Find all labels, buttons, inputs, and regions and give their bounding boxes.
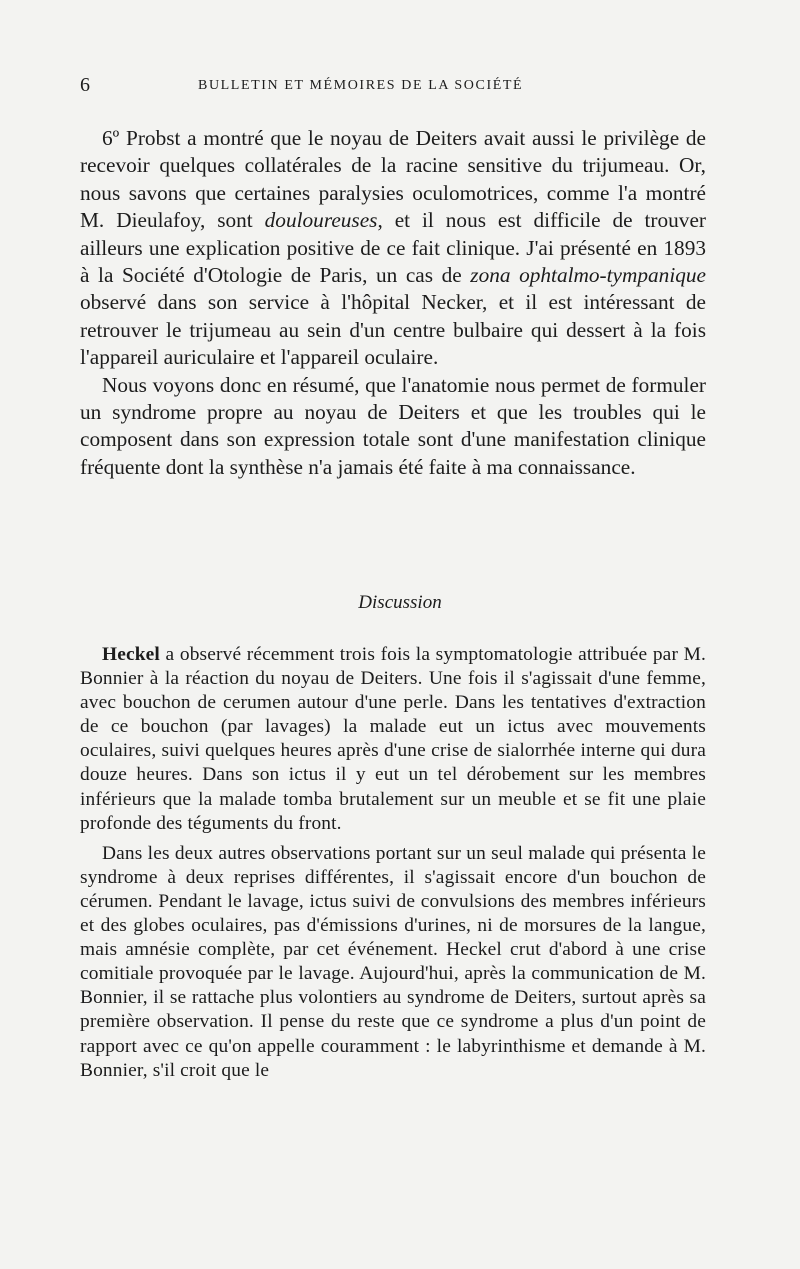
page-header xyxy=(80,74,708,100)
page-number: 6 xyxy=(80,74,90,96)
paragraph-probst-part3: observé dans son service à l'hôpital Necker, et il est intéressant de retrouver le trijumeau au sein d'un centre bulbaire qui dessert à la fois l'appareil auriculaire et l'appareil oculaire. xyxy=(80,290,706,370)
emphasis-douloureuses: douloureuses xyxy=(264,208,378,233)
discussion-paragraph-1 xyxy=(80,643,706,836)
speaker-name: Heckel xyxy=(102,644,160,665)
paragraph-probst-part2: , et il nous est difficile de trouver ailleurs une explication positive de ce fait clinique. J'ai présenté en 1893 à la Société d'Otologie de Paris, un cas de xyxy=(80,208,706,288)
main-text xyxy=(80,125,706,481)
discussion-paragraph-2: Dans les deux autres observations portant sur un seul malade qui présenta le syndrome à deux reprises différentes, il s'agissait encore d'un bouchon de cérumen. Pendant le lavage, ictus suivi de convulsions des membres inférieurs et des globes oculaires, pas d'émissions d'urines, ni de morsures de la langue, mais amnésie complète, par cet événement. Heckel crut d'abord à une crise comitiale provoquée par le lavage. Aujourd'hui, après la communication de M. Bonnier, il se rattache plus volontiers au syndrome de Deiters, surtout après sa première observation. Il pense du reste que ce syndrome a plus d'un point de rapport avec ce qu'on appelle couramment : le labyrinthisme et demande à M. Bonnier, s'il croit que le xyxy=(80,842,706,1081)
discussion-paragraph-1-text: a observé récemment trois fois la symptomatologie attribuée par M. Bonnier à la réaction du noyau de Deiters. Une fois il s'agissait d'une femme, avec bouchon de cerumen autour d'une perle. Dans les tentatives d'extraction de ce bouchon (par lavages) la malade eut un ictus avec mouvements oculaires, suivi quelques heures après d'une crise de sialorrhée interne qui dura douze heures. Dans son ictus il y eut un tel dérobement sur les membres inférieurs que la malade tomba brutalement sur un meuble et se fit une plaie profonde des téguments du front. xyxy=(80,644,706,834)
running-head: BULLETIN ET MÉMOIRES DE LA SOCIÉTÉ xyxy=(198,78,524,93)
paragraph-probst-part1: 6º Probst a montré que le noyau de Deiters avait aussi le privilège de recevoir quelques collatérales de la racine sensitive du trijumeau. Or, nous savons que certaines paralysies oculomotrices, comme l'a montré M. Dieulafoy, sont xyxy=(80,126,706,233)
discussion-heading: Discussion xyxy=(358,592,442,613)
discussion-text xyxy=(80,643,706,1083)
paragraph-summary: Nous voyons donc en résumé, que l'anatomie nous permet de formuler un syndrome propre au noyau de Deiters et que les troubles qui le composent dans son expression totale sont d'une manifestation clinique fréquente dont la synthèse n'a jamais été faite à ma connaissance. xyxy=(80,372,706,479)
paragraph-probst xyxy=(80,125,706,372)
emphasis-zona: zona ophtalmo-tympanique xyxy=(470,263,706,288)
